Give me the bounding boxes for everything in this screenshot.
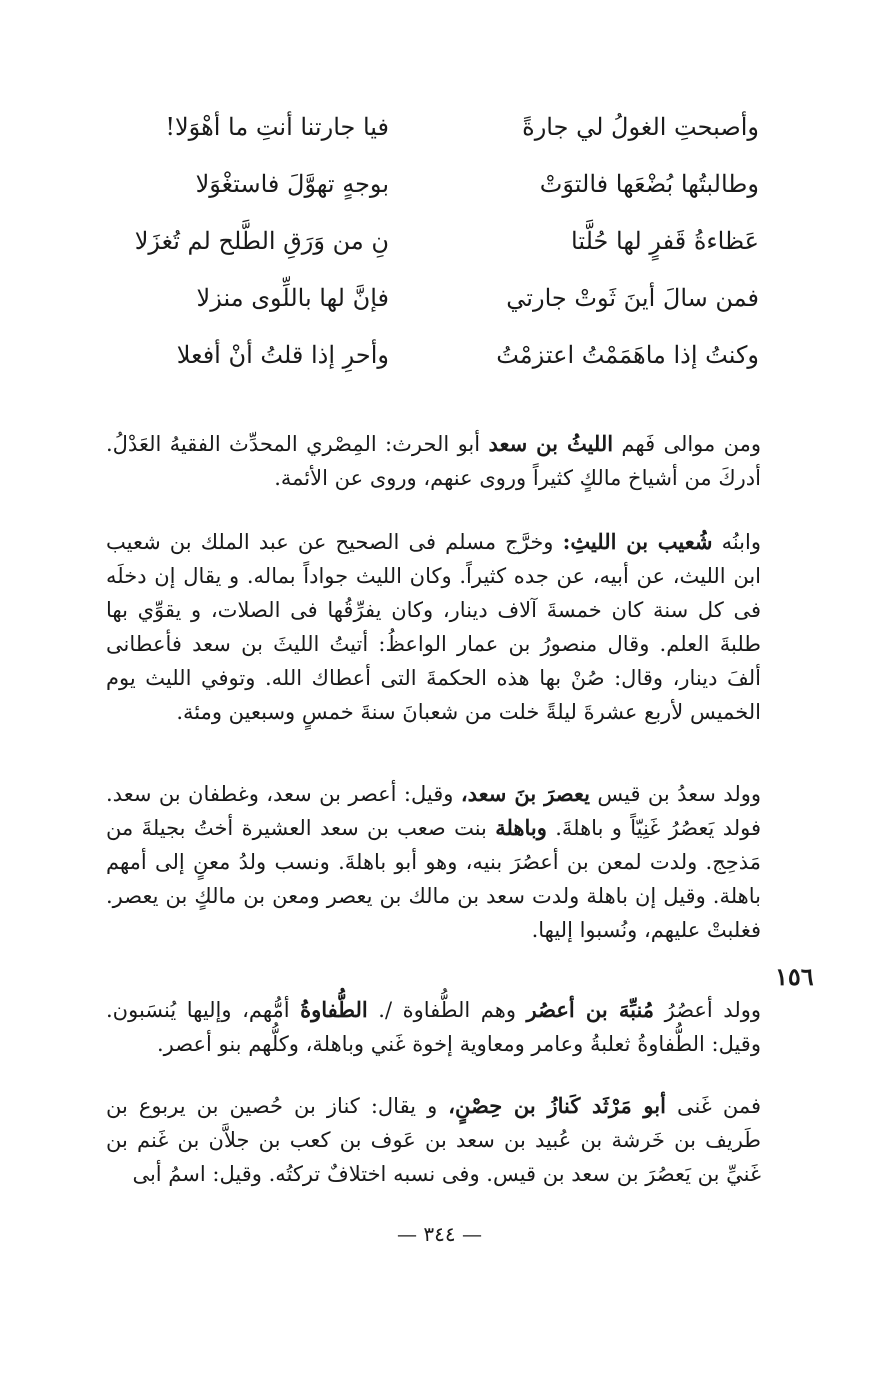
poem	[79, 105, 759, 390]
bold-name: الليثُ بن سعد	[488, 431, 614, 456]
paragraph-shuayb	[106, 525, 761, 729]
verse-first-hemistich: فمن سالَ أينَ ثَوتْ جارتي	[506, 284, 759, 312]
paragraph-text: وخرَّج مسلم فى الصحيح عن عبد الملك بن شعيب ابن الليث، عن أبيه، عن جده كثيراً. وكان الليث جواداً بماله. و يقال إن دخلَه فى كل سنة كان خمسةَ آلاف دينار، وكان يفرِّقُها فى الصلات، و يقوِّي بها طلبةَ العلم. وقال منصورُ بن عمار الواعظُ: أتيتُ الليثَ بن سعد فأعطانى ألفَ دينار، وقال: صُنْ بها هذه الحكمةَ التى أعطاك الله. وتوفي الليث يوم الخميس لأربع عشرةَ ليلةً خلت من شعبانَ سنةَ خمسٍ وسبعين ومئة.	[106, 530, 761, 724]
bold-name: يعصرَ بنَ سعد،	[460, 781, 590, 806]
verse	[79, 219, 759, 276]
verse-second-hemistich: فإنَّ لها باللِّوى منزلا	[196, 284, 389, 312]
verse-first-hemistich: وطالبتُها بُضْعَها فالتوَتْ	[539, 170, 759, 198]
page-number: — ٣٤٤ —	[397, 1222, 482, 1246]
bold-name: وباهلة	[495, 815, 547, 840]
verse-first-hemistich: وكنتُ إذا ماهَمَمْتُ اعتزمْتُ	[496, 341, 759, 369]
verse	[79, 162, 759, 219]
verse	[79, 276, 759, 333]
verse-second-hemistich: وأحرِ إذا قلتُ أنْ أفعلا	[176, 341, 389, 369]
paragraph-kannaz	[106, 1089, 761, 1191]
verse	[79, 105, 759, 162]
paragraph-munabbih	[106, 993, 761, 1061]
paragraph-text: أمُّهم، وإليها يُنسَبون. وقيل: الطُّفاوةُ ثعلبةُ وعامر ومعاوية إخوة غَني وباهلة، وكلُّهم بنو أعصر.	[106, 998, 761, 1056]
paragraph-text: وولد سعدُ بن قيس	[590, 782, 761, 806]
verse	[79, 333, 759, 390]
paragraph-yasur	[106, 777, 761, 947]
paragraph-text: ومن موالى فَهم	[613, 432, 761, 456]
bold-name: شُعيب بن الليثِ:	[562, 529, 713, 554]
verse-second-hemistich: نِ من وَرَقِ الطَّلح لم تُغزَلا	[134, 227, 389, 255]
margin-page-number: ١٥٦	[775, 962, 814, 991]
bold-name: مُنبِّهَ بن أعصُر	[526, 997, 655, 1022]
paragraph-text: وهم الطُّفاوة /.	[367, 998, 527, 1022]
verse-second-hemistich: فيا جارتنا أنتِ ما أهْوَلا!	[165, 113, 389, 141]
paragraph-text: فمن غَنى	[665, 1094, 762, 1118]
paragraph-text: وابنُه	[712, 530, 761, 554]
paragraph-layth	[106, 427, 761, 495]
verse-first-hemistich: عَظاءةُ قَفرٍ لها حُلَّتا	[571, 227, 759, 255]
paragraph-text: بنت صعب بن سعد العشيرة أختُ بجيلةَ من مَذحِج. ولدت لمعن بن أعصُرَ بنيه، وهو أبو باهلةَ. ونسب ولدُ معنٍ إلى أمهم باهلة. وقيل إن باهلة ولدت سعد بن مالك بن يعصر ومعن بن مالكٍ بن يعصر. فغلبتْ عليهم، ونُسبوا إليها.	[106, 816, 761, 942]
paragraph-text: وولد أعصُرُ	[654, 998, 762, 1022]
bold-name: أبو مَرْثَد كَنازُ بن حِصْنٍ،	[448, 1093, 666, 1118]
verse-second-hemistich: بوجهٍ تهوَّلَ فاستغْوَلا	[195, 170, 389, 198]
paragraph-text: و يقال: كناز بن حُصين بن يربوع بن طَريف بن خَرشة بن عُبيد بن سعد بن عَوف بن كعب بن جلاَّن بن غَنم بن غَنيِّ بن يَعصُرَ بن سعد بن قيس. وفى نسبه اختلافٌ تركتُه. وقيل: اسمُ أبى	[106, 1094, 761, 1186]
paragraph-text: وقيل: أعصر بن سعد، وغطفان بن سعد. فولد يَعصُرُ غَنِيّاً و باهلةَ.	[106, 782, 761, 840]
bold-name: الطُّفاوةُ	[300, 997, 368, 1022]
verse-first-hemistich: وأصبحتِ الغولُ لي جارةً	[522, 113, 759, 141]
paragraph-text: أبو الحرث: المِصْري المحدِّث الفقيهُ العَدْلُ. أدركَ من أشياخ مالكٍ كثيراً وروى عنهم، وروى عن الأئمة.	[106, 432, 761, 490]
